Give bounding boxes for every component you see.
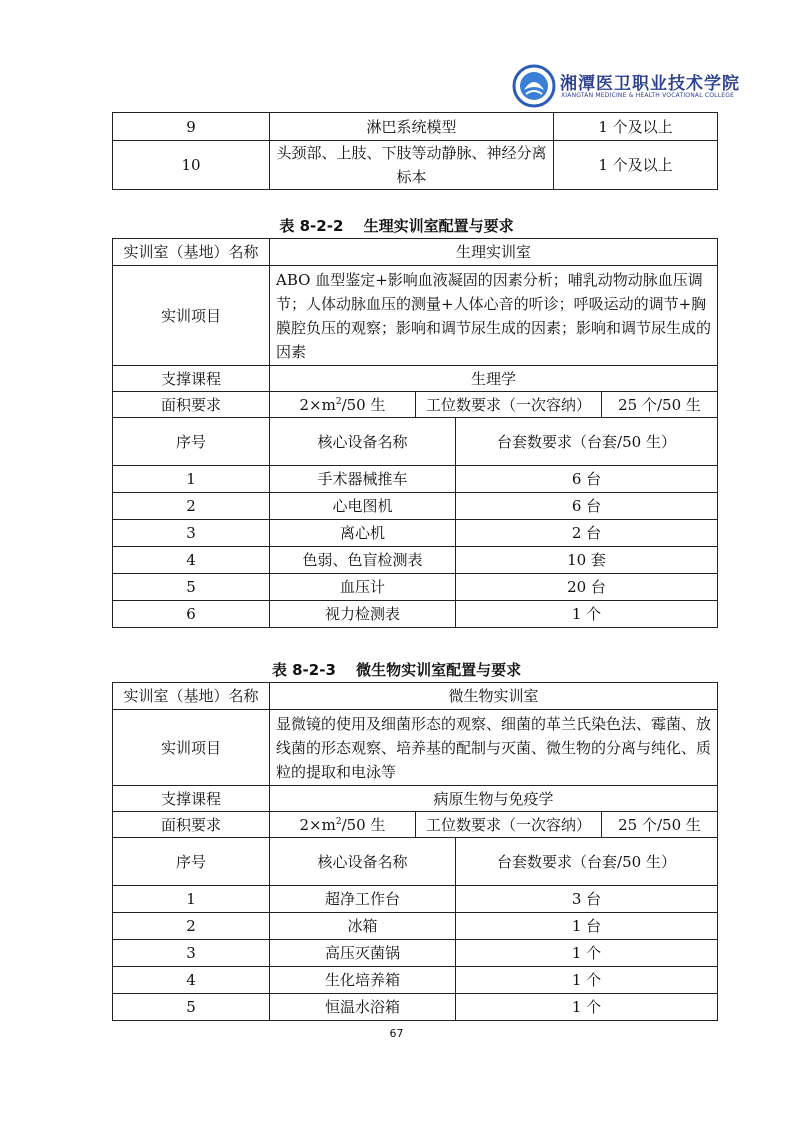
area-value-pre: 2×m bbox=[299, 395, 336, 414]
row-no: 9 bbox=[113, 113, 270, 141]
row-no: 2 bbox=[113, 493, 270, 520]
station-value: 25 个/50 生 bbox=[602, 392, 718, 418]
row-name: 恒温水浴箱 bbox=[270, 994, 456, 1021]
col-name: 核心设备名称 bbox=[270, 418, 456, 466]
table-caption-microbiology: 表 8-2-3 微生物实训室配置与要求 bbox=[271, 661, 522, 679]
course-value: 病原生物与免疫学 bbox=[270, 786, 718, 812]
row-qty: 6 台 bbox=[456, 493, 718, 520]
row-qty: 1 个 bbox=[456, 994, 718, 1021]
row-no: 5 bbox=[113, 994, 270, 1021]
table-row bbox=[113, 574, 718, 601]
table-row bbox=[113, 786, 718, 812]
course-label: 支撑课程 bbox=[113, 366, 270, 392]
table-physiology-lab bbox=[112, 238, 718, 628]
course-label: 支撑课程 bbox=[113, 786, 270, 812]
room-label: 实训室（基地）名称 bbox=[113, 683, 270, 710]
row-qty: 2 台 bbox=[456, 520, 718, 547]
area-value-post: /50 生 bbox=[341, 395, 386, 414]
table-row bbox=[113, 520, 718, 547]
col-qty: 台套数要求（台套/50 生） bbox=[456, 838, 718, 886]
row-qty: 1 个 bbox=[456, 940, 718, 967]
table-row bbox=[113, 913, 718, 940]
row-qty: 1 台 bbox=[456, 913, 718, 940]
college-name: 湘潭医卫职业技术学院 bbox=[560, 74, 740, 94]
table-row bbox=[113, 994, 718, 1021]
row-qty: 20 台 bbox=[456, 574, 718, 601]
table-row bbox=[113, 683, 718, 710]
table-row bbox=[113, 886, 718, 913]
row-name: 离心机 bbox=[270, 520, 456, 547]
area-value bbox=[270, 812, 416, 838]
table-row bbox=[113, 466, 718, 493]
table-row bbox=[113, 392, 718, 418]
row-qty: 6 台 bbox=[456, 466, 718, 493]
row-no: 2 bbox=[113, 913, 270, 940]
row-no: 4 bbox=[113, 967, 270, 994]
row-qty: 1 个 bbox=[456, 601, 718, 628]
page-number: 67 bbox=[389, 1027, 404, 1040]
col-no: 序号 bbox=[113, 418, 270, 466]
table-row bbox=[113, 113, 718, 141]
row-name: 生化培养箱 bbox=[270, 967, 456, 994]
row-name: 超净工作台 bbox=[270, 886, 456, 913]
row-name: 色弱、色盲检测表 bbox=[270, 547, 456, 574]
area-label: 面积要求 bbox=[113, 812, 270, 838]
table-caption-physiology: 表 8-2-2 生理实训室配置与要求 bbox=[279, 217, 514, 235]
table-row bbox=[113, 239, 718, 266]
table-microbiology-lab bbox=[112, 682, 718, 1021]
row-no: 4 bbox=[113, 547, 270, 574]
station-value: 25 个/50 生 bbox=[602, 812, 718, 838]
row-name: 手术器械推车 bbox=[270, 466, 456, 493]
table-row bbox=[113, 812, 718, 838]
room-value: 生理实训室 bbox=[270, 239, 718, 266]
table-row bbox=[113, 493, 718, 520]
project-label: 实训项目 bbox=[113, 710, 270, 786]
college-logo bbox=[512, 64, 740, 108]
room-label: 实训室（基地）名称 bbox=[113, 239, 270, 266]
row-no: 3 bbox=[113, 940, 270, 967]
table-row bbox=[113, 547, 718, 574]
area-label: 面积要求 bbox=[113, 392, 270, 418]
course-value: 生理学 bbox=[270, 366, 718, 392]
row-qty: 1 个 bbox=[456, 967, 718, 994]
area-value-pre: 2×m bbox=[299, 815, 336, 834]
row-name: 心电图机 bbox=[270, 493, 456, 520]
row-name: 视力检测表 bbox=[270, 601, 456, 628]
col-no: 序号 bbox=[113, 838, 270, 886]
row-name: 高压灭菌锅 bbox=[270, 940, 456, 967]
area-value bbox=[270, 392, 416, 418]
table-row bbox=[113, 601, 718, 628]
table-row bbox=[113, 141, 718, 190]
table-row bbox=[113, 940, 718, 967]
row-qty: 1 个及以上 bbox=[554, 113, 718, 141]
row-name: 淋巴系统模型 bbox=[270, 113, 554, 141]
table-row bbox=[113, 710, 718, 786]
area-value-post: /50 生 bbox=[341, 815, 386, 834]
room-value: 微生物实训室 bbox=[270, 683, 718, 710]
col-qty: 台套数要求（台套/50 生） bbox=[456, 418, 718, 466]
project-label: 实训项目 bbox=[113, 266, 270, 366]
college-emblem-icon bbox=[512, 64, 556, 108]
project-value: ABO 血型鉴定+影响血液凝固的因素分析；哺乳动物动脉血压调节；人体动脉血压的测量+人体心音的听诊；呼吸运动的调节+胸膜腔负压的观察；影响和调节尿生成的因素；影响和调节尿生成的因素 bbox=[270, 266, 718, 366]
station-label: 工位数要求（一次容纳） bbox=[416, 392, 602, 418]
station-label: 工位数要求（一次容纳） bbox=[416, 812, 602, 838]
college-name-en: XIANGTAN MEDICINE & HEALTH VOCATIONAL COLLEGE bbox=[561, 92, 735, 99]
area-value-sup: 2 bbox=[335, 396, 342, 407]
row-no: 5 bbox=[113, 574, 270, 601]
table-row bbox=[113, 366, 718, 392]
row-name: 头颈部、上肢、下肢等动静脉、神经分离标本 bbox=[270, 141, 554, 190]
row-no: 3 bbox=[113, 520, 270, 547]
table-anatomy-continued bbox=[112, 112, 718, 190]
table-header-row bbox=[113, 838, 718, 886]
row-no: 1 bbox=[113, 886, 270, 913]
table-header-row bbox=[113, 418, 718, 466]
col-name: 核心设备名称 bbox=[270, 838, 456, 886]
row-qty: 10 套 bbox=[456, 547, 718, 574]
row-qty: 1 个及以上 bbox=[554, 141, 718, 190]
row-qty: 3 台 bbox=[456, 886, 718, 913]
project-value: 显微镜的使用及细菌形态的观察、细菌的革兰氏染色法、霉菌、放线菌的形态观察、培养基的配制与灭菌、微生物的分离与纯化、质粒的提取和电泳等 bbox=[270, 710, 718, 786]
row-no: 10 bbox=[113, 141, 270, 190]
row-name: 冰箱 bbox=[270, 913, 456, 940]
row-no: 6 bbox=[113, 601, 270, 628]
row-no: 1 bbox=[113, 466, 270, 493]
table-row bbox=[113, 266, 718, 366]
area-value-sup: 2 bbox=[335, 816, 342, 827]
row-name: 血压计 bbox=[270, 574, 456, 601]
table-row bbox=[113, 967, 718, 994]
